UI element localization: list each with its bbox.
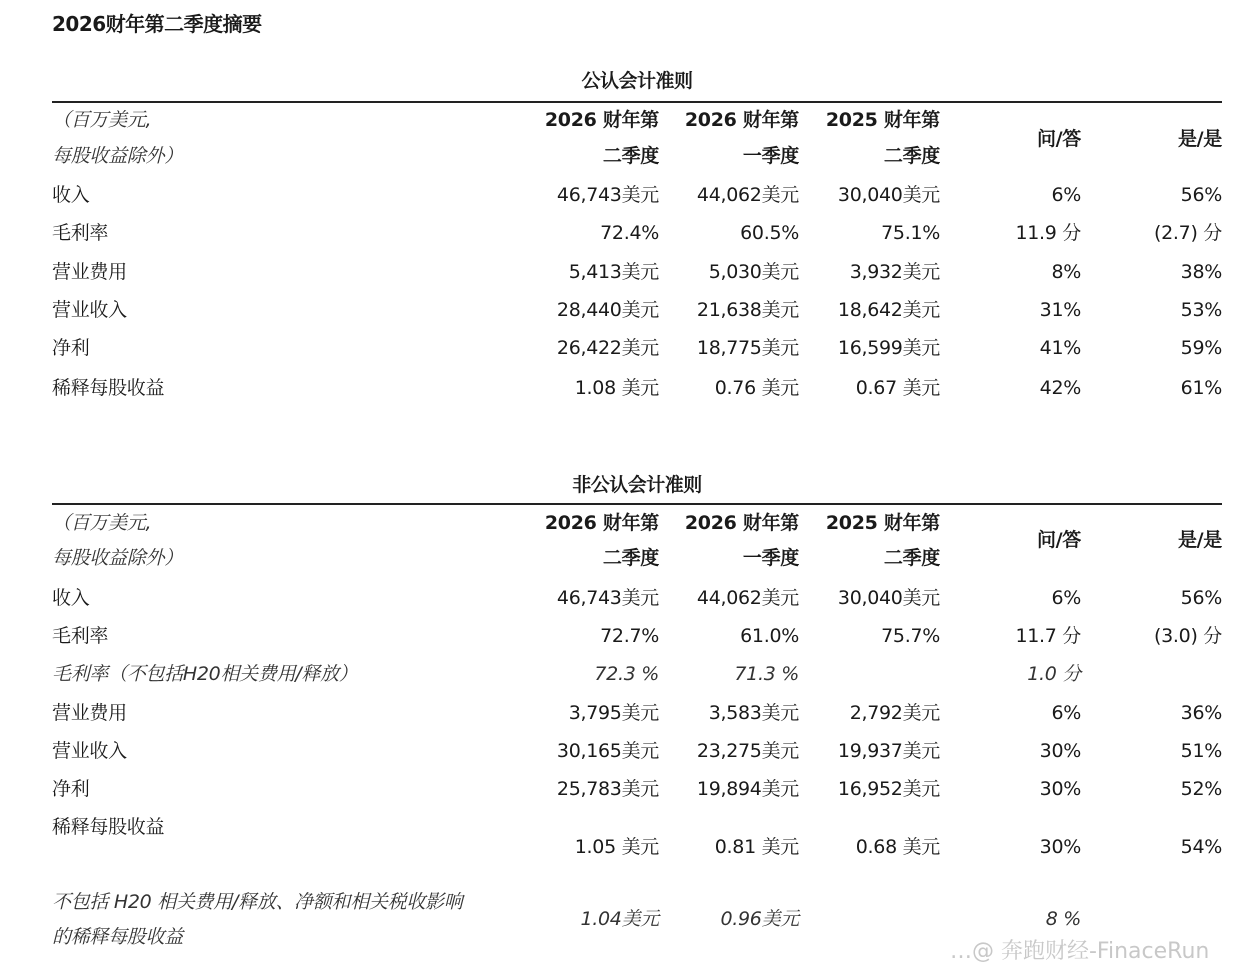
- gaap-row-value: 38%: [1180, 261, 1222, 283]
- nongaap-row-value: 30%: [1039, 836, 1081, 858]
- gaap-row-value: 61%: [1180, 377, 1222, 399]
- nongaap-header-rule: [52, 503, 1222, 505]
- nongaap-row-label: 净利: [52, 778, 90, 800]
- nongaap-row-value: (3.0) 分: [1154, 625, 1222, 647]
- gaap-row-value: 16,599美元: [837, 337, 940, 359]
- gaap-row-value: 18,775美元: [696, 337, 799, 359]
- gaap-unit-note-line2: 每股收益除外）: [52, 145, 183, 167]
- nongaap-row-value: 71.3 %: [734, 663, 799, 685]
- gaap-row-value: 60.5%: [740, 222, 799, 244]
- nongaap-col4-header: 问/答: [1036, 529, 1081, 551]
- nongaap-row-value: 0.81 美元: [714, 836, 799, 858]
- nongaap-row-value: 1.04美元: [580, 908, 659, 930]
- nongaap-row-value: 54%: [1180, 836, 1222, 858]
- gaap-row-value: 11.9 分: [1015, 222, 1081, 244]
- nongaap-row-label-line2: 的稀释每股收益: [52, 926, 183, 948]
- nongaap-row-value: 30%: [1039, 740, 1081, 762]
- gaap-header-rule: [52, 101, 1222, 103]
- nongaap-col2-header-line1: 2026 财年第: [684, 512, 799, 534]
- nongaap-row-value: 46,743美元: [556, 587, 659, 609]
- nongaap-row-value: 1.05 美元: [574, 836, 659, 858]
- nongaap-row-value: 16,952美元: [837, 778, 940, 800]
- nongaap-row-value: 36%: [1180, 702, 1222, 724]
- gaap-row-value: 18,642美元: [837, 299, 940, 321]
- gaap-row-value: 31%: [1039, 299, 1081, 321]
- watermark: …@ 奔跑财经-FinaceRun: [950, 939, 1210, 964]
- gaap-row-label: 营业收入: [52, 299, 127, 321]
- page-title: 2026财年第二季度摘要: [52, 12, 262, 36]
- gaap-col3-header-line2: 二季度: [883, 145, 940, 167]
- gaap-row-value: (2.7) 分: [1154, 222, 1222, 244]
- gaap-row-value: 6%: [1051, 184, 1081, 206]
- nongaap-row-value: 52%: [1180, 778, 1222, 800]
- nongaap-row-value: 6%: [1051, 702, 1081, 724]
- gaap-col2-header-line2: 一季度: [742, 145, 799, 167]
- gaap-col1-header-line1: 2026 财年第: [544, 109, 659, 131]
- nongaap-col5-header: 是/是: [1177, 529, 1222, 551]
- nongaap-unit-note-line2: 每股收益除外）: [52, 547, 183, 569]
- gaap-row-value: 56%: [1180, 184, 1222, 206]
- gaap-row-value: 59%: [1180, 337, 1222, 359]
- nongaap-row-value: 11.7 分: [1015, 625, 1081, 647]
- nongaap-row-value: 0.96美元: [720, 908, 799, 930]
- nongaap-row-value: 8 %: [1045, 908, 1081, 930]
- nongaap-row-value: 30%: [1039, 778, 1081, 800]
- gaap-row-label: 毛利率: [52, 222, 109, 244]
- nongaap-row-label: 收入: [52, 587, 90, 609]
- nongaap-row-label: 营业收入: [52, 740, 127, 762]
- nongaap-col3-header-line1: 2025 财年第: [825, 512, 940, 534]
- nongaap-row-value: 19,937美元: [837, 740, 940, 762]
- gaap-col5-header: 是/是: [1177, 128, 1222, 150]
- nongaap-row-value: 6%: [1051, 587, 1081, 609]
- nongaap-col3-header-line2: 二季度: [883, 547, 940, 569]
- nongaap-unit-note-line1: （百万美元,: [52, 512, 152, 534]
- gaap-col3-header-line1: 2025 财年第: [825, 109, 940, 131]
- nongaap-row-value: 61.0%: [740, 625, 799, 647]
- gaap-col2-header-line1: 2026 财年第: [684, 109, 799, 131]
- nongaap-col2-header-line2: 一季度: [742, 547, 799, 569]
- gaap-row-value: 21,638美元: [696, 299, 799, 321]
- nongaap-row-value: 30,165美元: [556, 740, 659, 762]
- nongaap-row-label: 毛利率（不包括H20相关费用/释放）: [52, 663, 358, 685]
- gaap-row-value: 72.4%: [600, 222, 659, 244]
- nongaap-col1-header-line2: 二季度: [602, 547, 659, 569]
- gaap-row-value: 46,743美元: [556, 184, 659, 206]
- nongaap-row-label: 稀释每股收益: [52, 816, 165, 838]
- gaap-row-label: 营业费用: [52, 261, 127, 283]
- gaap-row-value: 0.67 美元: [855, 377, 940, 399]
- nongaap-row-value: 56%: [1180, 587, 1222, 609]
- nongaap-row-value: 1.0 分: [1027, 663, 1081, 685]
- nongaap-row-label-line1: 不包括 H20 相关费用/释放、净额和相关税收影响: [52, 891, 463, 913]
- gaap-row-value: 8%: [1051, 261, 1081, 283]
- gaap-row-value: 44,062美元: [696, 184, 799, 206]
- nongaap-row-value: 19,894美元: [696, 778, 799, 800]
- nongaap-section-title: 非公认会计准则: [572, 474, 702, 496]
- nongaap-row-value: 51%: [1180, 740, 1222, 762]
- gaap-row-value: 5,413美元: [568, 261, 659, 283]
- nongaap-row-label: 毛利率: [52, 625, 109, 647]
- gaap-row-value: 42%: [1039, 377, 1081, 399]
- nongaap-row-value: 25,783美元: [556, 778, 659, 800]
- nongaap-row-value: 0.68 美元: [855, 836, 940, 858]
- gaap-col1-header-line2: 二季度: [602, 145, 659, 167]
- gaap-row-value: 1.08 美元: [574, 377, 659, 399]
- gaap-col4-header: 问/答: [1036, 128, 1081, 150]
- gaap-row-value: 26,422美元: [556, 337, 659, 359]
- gaap-row-value: 5,030美元: [708, 261, 799, 283]
- gaap-row-value: 53%: [1180, 299, 1222, 321]
- gaap-row-value: 3,932美元: [849, 261, 940, 283]
- nongaap-row-value: 44,062美元: [696, 587, 799, 609]
- gaap-section-title: 公认会计准则: [581, 70, 693, 92]
- gaap-row-label: 稀释每股收益: [52, 377, 165, 399]
- nongaap-row-label: 营业费用: [52, 702, 127, 724]
- gaap-row-value: 30,040美元: [837, 184, 940, 206]
- nongaap-row-value: 2,792美元: [849, 702, 940, 724]
- gaap-row-value: 41%: [1039, 337, 1081, 359]
- nongaap-row-value: 23,275美元: [696, 740, 799, 762]
- nongaap-col1-header-line1: 2026 财年第: [544, 512, 659, 534]
- nongaap-row-value: 3,583美元: [708, 702, 799, 724]
- gaap-unit-note-line1: （百万美元,: [52, 109, 152, 131]
- nongaap-row-value: 30,040美元: [837, 587, 940, 609]
- gaap-row-label: 收入: [52, 184, 90, 206]
- gaap-row-value: 75.1%: [881, 222, 940, 244]
- nongaap-row-value: 75.7%: [881, 625, 940, 647]
- gaap-row-value: 28,440美元: [556, 299, 659, 321]
- nongaap-row-value: 3,795美元: [568, 702, 659, 724]
- gaap-row-value: 0.76 美元: [714, 377, 799, 399]
- gaap-row-label: 净利: [52, 337, 90, 359]
- nongaap-row-value: 72.3 %: [594, 663, 659, 685]
- nongaap-row-value: 72.7%: [600, 625, 659, 647]
